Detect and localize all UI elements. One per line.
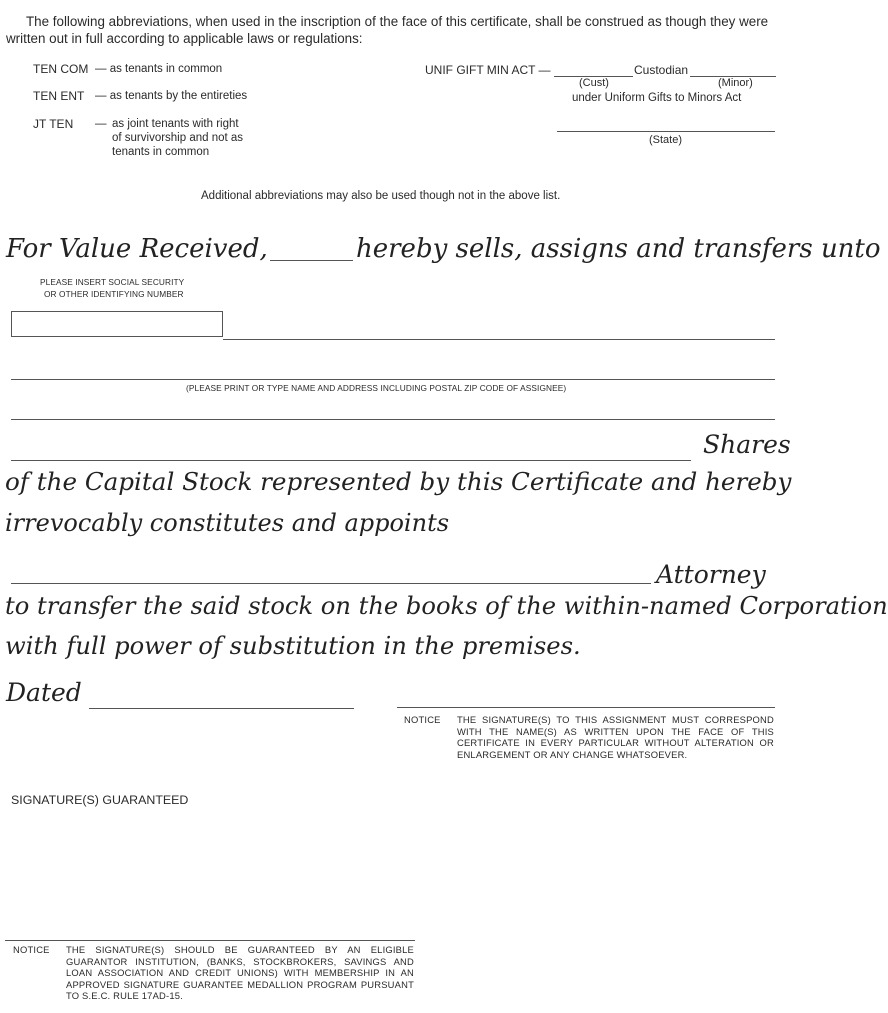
assignee-line-1[interactable] bbox=[223, 339, 775, 340]
attorney-text: Attorney bbox=[656, 560, 766, 589]
notice-1-text: THE SIGNATURE(S) TO THIS ASSIGNMENT MUST CORRESPOND WITH THE NAME(S) AS WRITTEN UPON THE FACE OF THIS CERTIFICATE IN EVERY PARTICULAR WITHOUT ALTERATION OR ENLARGEMENT OR ANY CHANGE WHATSOEVER. bbox=[457, 714, 774, 760]
date-blank[interactable] bbox=[89, 708, 354, 709]
notice-2-label: NOTICE bbox=[13, 944, 50, 955]
abbr-key-ten-com: TEN COM bbox=[33, 62, 89, 76]
sells-assigns-transfers-text: hereby sells, assigns and transfers unto bbox=[356, 234, 881, 264]
ssn-note-line-2: OR OTHER IDENTIFYING NUMBER bbox=[44, 289, 184, 299]
cust-caption: (Cust) bbox=[579, 77, 609, 89]
guarantor-signature-line[interactable] bbox=[5, 940, 415, 941]
transfer-stock-text: to transfer the said stock on the books of the within-named Corporation bbox=[5, 592, 888, 620]
abbr-desc-ten-ent: — as tenants by the entireties bbox=[95, 90, 248, 102]
state-blank[interactable] bbox=[557, 131, 775, 132]
ssn-note-line-1: PLEASE INSERT SOCIAL SECURITY bbox=[40, 277, 185, 287]
signatures-guaranteed-label: SIGNATURE(S) GUARANTEED bbox=[11, 793, 189, 807]
for-value-received-text: For Value Received, bbox=[6, 234, 268, 264]
abbr-desc-jt-ten-line-2: of survivorship and not as bbox=[112, 132, 244, 144]
print-name-address-note: (PLEASE PRINT OR TYPE NAME AND ADDRESS INCLUDING POSTAL ZIP CODE OF ASSIGNEE) bbox=[186, 383, 567, 393]
abbr-desc-ten-com: — as tenants in common bbox=[95, 63, 223, 75]
uniform-gifts-act-text: under Uniform Gifts to Minors Act bbox=[572, 92, 742, 104]
dated-text: Dated bbox=[6, 678, 82, 707]
abbr-dash-jt-ten: — bbox=[95, 118, 107, 130]
shares-text: Shares bbox=[703, 430, 791, 459]
intro-paragraph: The following abbreviations, when used in the inscription of the face of this certificate, shall be construed as though they were written out in full according to applicable laws or regulations: bbox=[6, 14, 769, 46]
additional-abbreviations-note: Additional abbreviations may also be used though not in the above list. bbox=[201, 190, 561, 202]
state-caption: (State) bbox=[649, 134, 683, 146]
minor-caption: (Minor) bbox=[718, 77, 753, 89]
attorney-blank[interactable] bbox=[11, 583, 651, 584]
irrevocably-appoints-text: irrevocably constitutes and appoints bbox=[5, 509, 450, 537]
seller-name-blank[interactable] bbox=[270, 260, 353, 261]
shares-blank[interactable] bbox=[11, 460, 691, 461]
assignee-line-3[interactable] bbox=[11, 419, 775, 420]
abbr-desc-jt-ten-line-3: tenants in common bbox=[112, 146, 210, 158]
notice-2-text: THE SIGNATURE(S) SHOULD BE GUARANTEED BY AN ELIGIBLE GUARANTOR INSTITUTION, (BANKS, STOCKBROKERS, SAVINGS AND LOAN ASSOCIATION AND CREDIT UNIONS) WITH MEMBERSHIP IN AN APPROVED SIGNATURE GUARANTEE MEDALLION PROGRAM PURSUANT TO S.E.C. RULE 17AD-15. bbox=[66, 944, 414, 1001]
notice-1-label: NOTICE bbox=[404, 714, 441, 725]
full-power-text: with full power of substitution in the premises. bbox=[5, 632, 581, 660]
assignee-line-2[interactable] bbox=[11, 379, 775, 380]
unif-gift-min-act-label: UNIF GIFT MIN ACT — bbox=[425, 63, 551, 77]
abbr-key-jt-ten: JT TEN bbox=[33, 117, 74, 131]
ssn-input-box[interactable] bbox=[11, 311, 223, 337]
abbr-desc-jt-ten-line-1: as joint tenants with right bbox=[112, 118, 239, 130]
signature-line[interactable] bbox=[397, 707, 775, 708]
abbr-key-ten-ent: TEN ENT bbox=[33, 89, 85, 103]
custodian-label: Custodian bbox=[634, 63, 689, 77]
capital-stock-text: of the Capital Stock represented by this Certificate and hereby bbox=[5, 467, 792, 496]
